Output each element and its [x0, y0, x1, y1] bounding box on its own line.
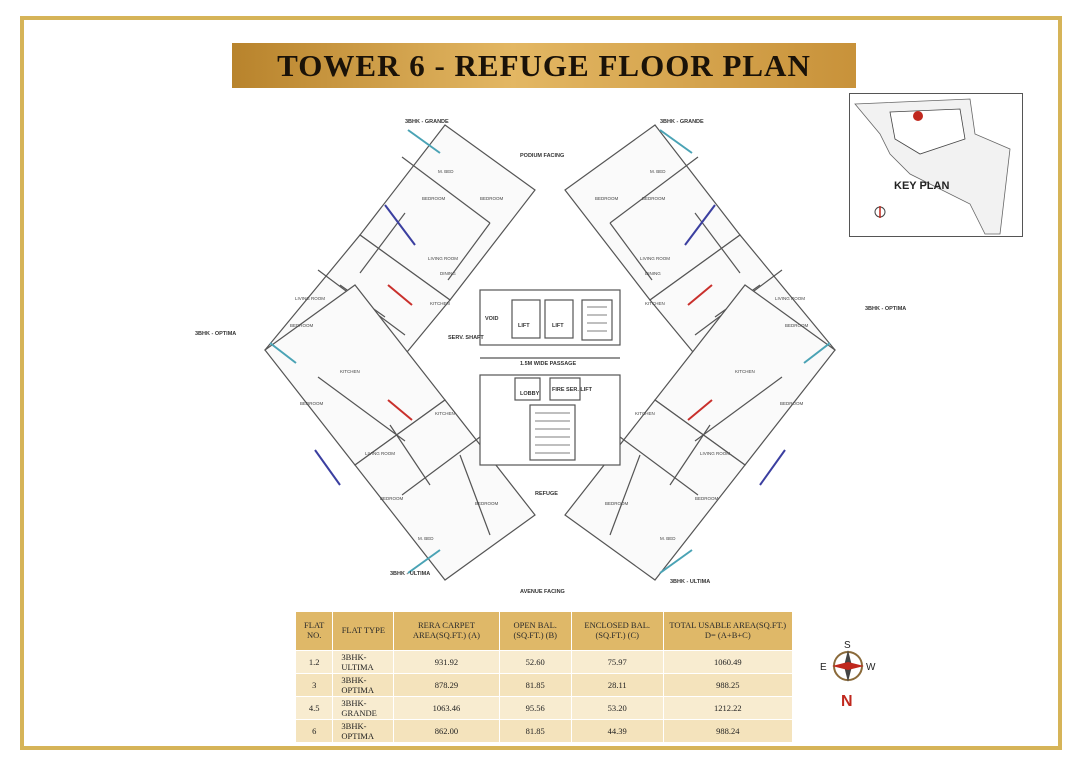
room-kitchen: KITCHEN	[645, 301, 665, 306]
cell-total: 1212.22	[663, 697, 792, 720]
label-serv-shaft: SERV. SHAFT	[448, 335, 484, 341]
title-banner	[232, 43, 856, 88]
cell-flat-type: 3BHK-ULTIMA	[333, 651, 394, 674]
cell-open: 81.85	[499, 720, 571, 743]
room-bedroom: BEDROOM	[605, 501, 629, 506]
cell-total: 988.25	[663, 674, 792, 697]
central-core	[480, 290, 620, 465]
room-bedroom: BEDROOM	[780, 401, 804, 406]
label-optima-left: 3BHK - OPTIMA	[195, 331, 237, 337]
cell-enclosed: 44.39	[571, 720, 663, 743]
room-bedroom: BEDROOM	[422, 196, 446, 201]
label-lift-2: LIFT	[552, 323, 564, 329]
cell-open: 52.60	[499, 651, 571, 674]
area-table	[295, 611, 793, 743]
room-mbed: M. BED	[660, 536, 676, 541]
room-living: LIVING ROOM	[700, 451, 731, 456]
table-row	[296, 651, 793, 674]
label-grande-right: 3BHK - GRANDE	[660, 119, 704, 125]
label-lobby: LOBBY	[520, 391, 540, 397]
room-living: LIVING ROOM	[428, 256, 459, 261]
room-bedroom: BEDROOM	[695, 496, 719, 501]
room-bedroom: BEDROOM	[595, 196, 619, 201]
floor-plan	[190, 95, 910, 605]
room-kitchen: KITCHEN	[635, 411, 655, 416]
cell-enclosed: 28.11	[571, 674, 663, 697]
cell-enclosed: 75.97	[571, 651, 663, 674]
room-living: LIVING ROOM	[640, 256, 671, 261]
label-passage: 1.5M WIDE PASSAGE	[520, 361, 577, 367]
cell-rera: 862.00	[394, 720, 499, 743]
cell-total: 1060.49	[663, 651, 792, 674]
table-header-row	[296, 612, 793, 651]
label-lift-1: LIFT	[518, 323, 530, 329]
room-living: LIVING ROOM	[365, 451, 396, 456]
header-total-usable: TOTAL USABLE AREA(SQ.FT.) D= (A+B+C)	[663, 612, 792, 651]
room-bedroom: BEDROOM	[475, 501, 499, 506]
header-flat-type: FLAT TYPE	[333, 612, 394, 651]
label-avenue: AVENUE FACING	[520, 589, 565, 595]
room-living: LIVING ROOM	[295, 296, 326, 301]
cell-flat-no: 4.5	[296, 697, 333, 720]
label-ultima-right: 3BHK - ULTIMA	[670, 579, 711, 585]
cell-flat-type: 3BHK-OPTIMA	[333, 720, 394, 743]
compass-n: N	[841, 693, 853, 710]
room-dining: DINING	[645, 271, 661, 276]
room-mbed: M. BED	[438, 169, 454, 174]
room-mbed: M. BED	[650, 169, 666, 174]
compass-s: S	[844, 640, 851, 651]
header-flat-no: FLAT NO.	[296, 612, 333, 651]
key-plan-label: KEY PLAN	[894, 180, 950, 192]
key-plan-map	[850, 94, 1022, 236]
header-enclosed-bal: ENCLOSED BAL.(SQ.FT.) (C)	[571, 612, 663, 651]
room-kitchen: KITCHEN	[430, 301, 450, 306]
cell-open: 95.56	[499, 697, 571, 720]
cell-flat-no: 6	[296, 720, 333, 743]
room-dining: DINING	[440, 271, 456, 276]
room-living: LIVING ROOM	[775, 296, 806, 301]
label-refuge: REFUGE	[535, 491, 558, 497]
header-rera-carpet: RERA CARPET AREA(SQ.FT.) (A)	[394, 612, 499, 651]
compass-e: E	[820, 662, 827, 673]
room-bedroom: BEDROOM	[785, 323, 809, 328]
room-kitchen: KITCHEN	[340, 369, 360, 374]
cell-rera: 878.29	[394, 674, 499, 697]
cell-enclosed: 53.20	[571, 697, 663, 720]
room-mbed: M. BED	[418, 536, 434, 541]
label-podium: PODIUM FACING	[520, 153, 565, 159]
label-grande-left: 3BHK - GRANDE	[405, 119, 449, 125]
page-title: TOWER 6 - REFUGE FLOOR PLAN	[277, 47, 811, 83]
room-bedroom: BEDROOM	[480, 196, 504, 201]
label-ultima-left: 3BHK - ULTIMA	[390, 571, 431, 577]
header-open-bal: OPEN BAL.(SQ.FT.) (B)	[499, 612, 571, 651]
cell-rera: 931.92	[394, 651, 499, 674]
cell-flat-no: 3	[296, 674, 333, 697]
cell-flat-type: 3BHK-GRANDE	[333, 697, 394, 720]
room-kitchen: KITCHEN	[735, 369, 755, 374]
table-row	[296, 697, 793, 720]
room-kitchen: KITCHEN	[435, 411, 455, 416]
label-void: VOID	[485, 316, 499, 322]
cell-rera: 1063.46	[394, 697, 499, 720]
room-bedroom: BEDROOM	[290, 323, 314, 328]
room-bedroom: BEDROOM	[380, 496, 404, 501]
cell-flat-no: 1.2	[296, 651, 333, 674]
key-plan	[849, 93, 1023, 237]
compass-icon	[818, 638, 878, 712]
table-row	[296, 674, 793, 697]
cell-flat-type: 3BHK-OPTIMA	[333, 674, 394, 697]
table-row	[296, 720, 793, 743]
cell-total: 988.24	[663, 720, 792, 743]
compass-w: W	[866, 662, 876, 673]
room-bedroom: BEDROOM	[642, 196, 666, 201]
label-fire-lift: FIRE SER. LIFT	[552, 387, 593, 393]
cell-open: 81.85	[499, 674, 571, 697]
label-optima-right: 3BHK - OPTIMA	[865, 306, 907, 312]
room-bedroom: BEDROOM	[300, 401, 324, 406]
